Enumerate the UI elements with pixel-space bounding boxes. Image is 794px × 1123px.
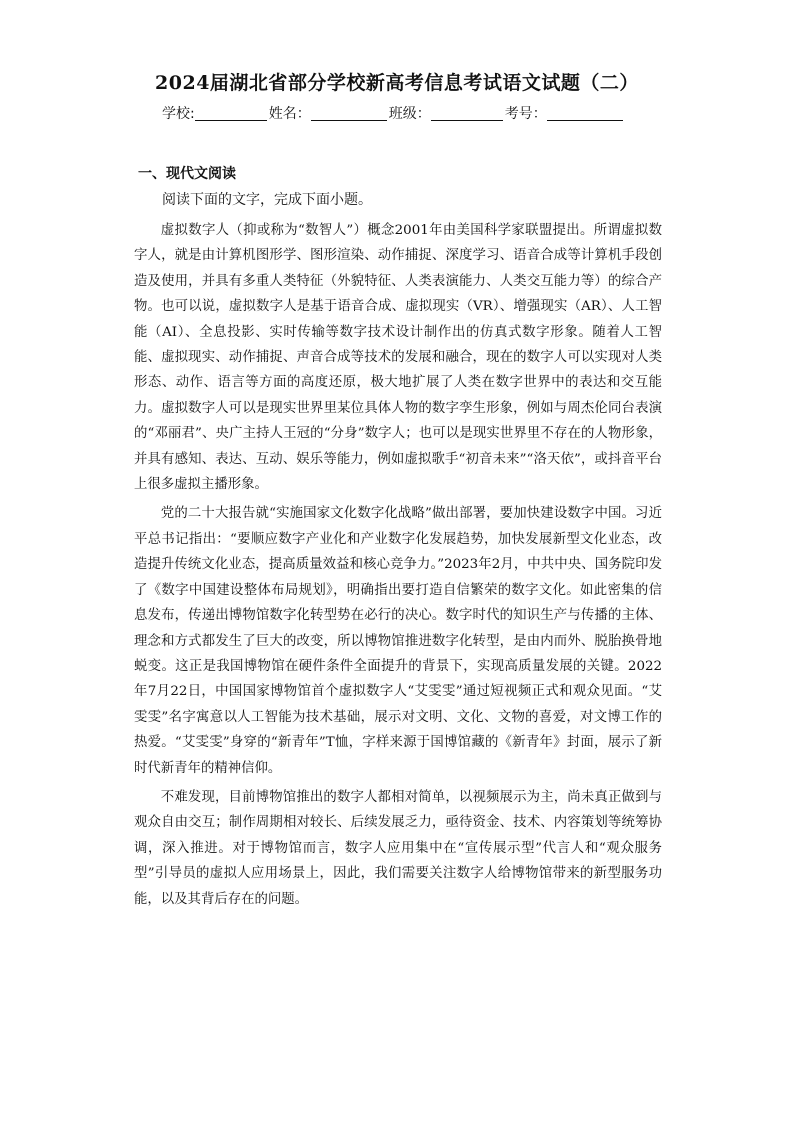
school-blank: [195, 107, 267, 121]
class-blank: [431, 107, 503, 121]
class-label: 班级：: [388, 106, 431, 122]
exam-number-label: 考号：: [504, 106, 547, 122]
section-heading: 一、现代文阅读: [138, 166, 236, 182]
passage-paragraph: 不难发现，目前博物馆推出的数字人都相对简单，以视频展示为主，尚未真正做到与观众自由交互；制作周期相对较长、后续发展乏力，亟待资金、技术、内容策划等统筹协调，深入推进。对于博物馆而言，数字人应用集中在“宣传展示型”代言人和“观众服务型”引导员的虚拟人应用场景上，因此，我们需要关注数字人给博物馆带来的新型服务功能，以及其背后存在的问题。: [134, 789, 662, 907]
reading-passage: [134, 218, 662, 916]
reading-instruction: 阅读下面的文字，完成下面小题。: [162, 192, 372, 208]
name-blank: [311, 107, 387, 121]
student-info-line: [162, 103, 625, 123]
passage-paragraph: 虚拟数字人（抑或称为“数智人”）概念2001年由美国科学家联盟提出。所谓虚拟数字人，就是由计算机图形学、图形渲染、动作捕捉、深度学习、语音合成等计算机手段创造及使用，并具有多重人类特征（外貌特征、人类表演能力、人类交互能力等）的综合产物。也可以说，虚拟数字人是基于语音合成、虚拟现实（VR）、增强现实（AR）、人工智能（AI）、全息投影、实时传输等数字技术设计制作出的仿真式数字形象。随着人工智能、虚拟现实、动作捕捉、声音合成等技术的发展和融合，现在的数字人可以实现对人类形态、动作、语言等方面的高度还原，极大地扩展了人类在数字世界中的表达和交互能力。虚拟数字人可以是现实世界里某位具体人物的数字孪生形象，例如与周杰伦同台表演的“邓丽君”、央广主持人王冠的“分身”数字人；也可以是现实世界里不存在的人物形象，并具有感知、表达、互动、娱乐等能力，例如虚拟歌手“初音未来”“洛天依”，或抖音平台上很多虚拟主播形象。: [134, 223, 662, 493]
page-title: 2024届湖北省部分学校新高考信息考试语文试题（二）: [155, 72, 639, 94]
passage-paragraph: 党的二十大报告就“实施国家文化数字化战略”做出部署，要加快建设数字中国。习近平总书记指出：“要顺应数字产业化和产业数字化发展趋势，加快发展新型文化业态，改造提升传统文化业态，提高质量效益和核心竞争力。”2023年2月，中共中央、国务院印发了《数字中国建设整体布局规划》，明确指出要打造自信繁荣的数字文化。如此密集的信息发布，传递出博物馆数字化转型势在必行的决心。数字时代的知识生产与传播的主体、理念和方式都发生了巨大的改变，所以博物馆推进数字化转型，是由内而外、脱胎换骨地蜕变。这正是我国博物馆在硬件条件全面提升的背景下，实现高质量发展的关键。2022年7月22日，中国国家博物馆首个虚拟数字人“艾雯雯”通过短视频正式和观众见面。“艾雯雯”名字寓意以人工智能为技术基础，展示对文明、文化、文物的喜爱，对文博工作的热爱。“艾雯雯”身穿的“新青年”T恤，字样来源于国博馆藏的《新青年》封面，展示了新时代新青年的精神信仰。: [134, 506, 662, 776]
exam-number-blank: [547, 107, 623, 121]
school-label: 学校:: [162, 106, 195, 122]
name-label: 姓名：: [268, 106, 311, 122]
